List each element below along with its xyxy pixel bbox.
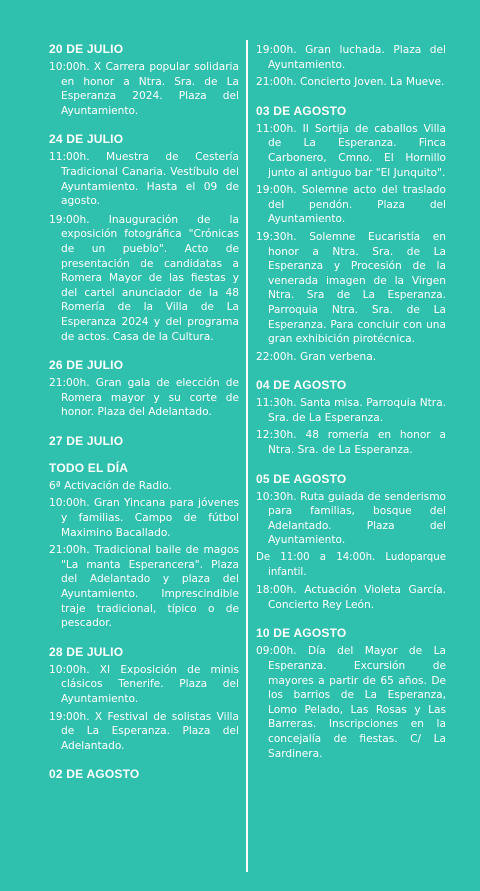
event-item: 22:00h. Gran verbena. [256,350,377,363]
event-item: 10:00h. Gran Yincana para jóvenes y familias. Campo de fútbol Maximino Bacallado. [49,497,239,539]
event-item: 12:30h. 48 romería en honor a Ntra. Sra. de La Esperanza. [256,429,446,457]
event-item: De 11:00 a 14:00h. Ludoparque infantil. [256,552,446,578]
event-item: 10:00h. XI Exposición de minis clásicos Tenerife. Plaza del Ayuntamiento. [49,663,239,705]
date-heading: 04 DE AGOSTO [256,378,347,393]
left-column [49,40,239,782]
event-item: 19:30h. Solemne Eucaristía en honor a Ntra. Sra. de La Esperanza y Procesión de la venerada imagen de la Virgen Ntra. Sra de La Esperanza. Parroquia Ntra. Sra. de La Esperanza. Para concluir con una gran exhibición pirotécnica. [256,230,446,346]
event-item: 19:00h. Solemne acto del traslado del pendón. Plaza del Ayuntamiento. [256,184,446,226]
event-item: 6ª Activación de Radio. [49,479,172,492]
date-heading: 02 DE AGOSTO [49,767,140,782]
date-heading: 28 DE JULIO [49,644,124,659]
event-item: 19:00h. X Festival de solistas Villa de La Esperanza. Plaza del Adelantado. [49,710,239,752]
date-heading: 26 DE JULIO [49,358,124,373]
column-divider [246,40,248,872]
right-column [256,40,446,761]
event-item: 19:00h. Inauguración de la exposición fotográfica "Crónicas de un pueblo". Acto de presentación de candidatas a Romera Mayor de las fiestas y del cartel anunciador de la 48 Romería de la Villa de La Esperanza 2024 y del programa de actos. Casa de la Cultura. [49,213,239,343]
event-item: 21:00h. Concierto Joven. La Mueve. [256,76,445,89]
date-heading: 05 DE AGOSTO [256,471,347,486]
event-item: 21:00h. Gran gala de elección de Romera mayor y su corte de honor. Plaza del Adelantado. [49,377,239,419]
event-item: 09:00h. Día del Mayor de La Esperanza. Excursión de mayores a partir de 65 años. De los barrios de La Esperanza, Lomo Pelado, Las Rosas y Las Barreras. Inscripciones en la concejalía de fiestas. C/ La Sardinera. [256,645,446,760]
date-heading: 27 DE JULIO [49,433,124,448]
event-item: 11:00h. Muestra de Cestería Tradicional Canaria. Vestíbulo del Ayuntamiento. Hasta el 09 de agosto. [49,151,239,208]
date-heading: TODO EL DÍA [49,460,129,475]
date-heading: 03 DE AGOSTO [256,103,347,118]
date-heading: 24 DE JULIO [49,132,124,147]
event-item: 10:30h. Ruta guiada de senderismo para familias, bosque del Adelantado. Plaza del Ayuntamiento. [256,490,446,547]
event-item: 18:00h. Actuación Violeta García. Concierto Rey León. [256,584,446,611]
event-item: 10:00h. X Carrera popular solidaria en honor a Ntra. Sra. de La Esperanza 2024. Plaza del Ayuntamiento. [49,61,239,117]
event-item: 19:00h. Gran luchada. Plaza del Ayuntamiento. [256,44,446,71]
event-item: 11:00h. II Sortija de caballos Villa de La Esperanza. Finca Carbonero, Cmno. El Hornillo junto al antiguo bar "El Junquito". [256,122,446,179]
date-heading: 20 DE JULIO [49,42,124,56]
event-item: 21:00h. Tradicional baile de magos "La manta Esperancera". Plaza del Adelantado y plaza del Ayuntamiento. Imprescindible traje tradicional, típico o de pescador. [49,544,239,630]
date-heading: 10 DE AGOSTO [256,626,347,641]
event-item: 11:30h. Santa misa. Parroquia Ntra. Sra. de La Esperanza. [256,397,446,424]
